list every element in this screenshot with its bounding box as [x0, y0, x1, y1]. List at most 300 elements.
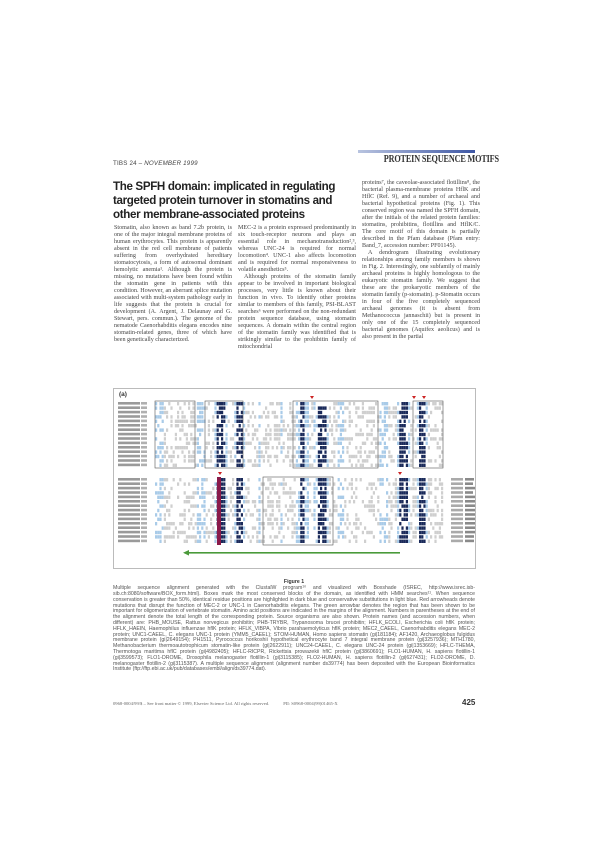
residue-cell — [320, 500, 322, 503]
sequence-name — [118, 496, 140, 499]
residue-cell — [278, 424, 280, 427]
residue-cell — [228, 513, 230, 516]
residue-cell — [417, 478, 419, 481]
residue-cell — [287, 509, 289, 512]
residue-cell — [335, 428, 337, 431]
residue-cell — [221, 504, 223, 507]
residue-cell — [342, 428, 344, 431]
residue-cell — [419, 535, 421, 538]
residue-cell — [298, 496, 300, 499]
residue-cell — [327, 491, 329, 494]
residue-cell — [267, 487, 269, 490]
residue-cell — [390, 522, 392, 525]
residue-cell — [166, 535, 168, 538]
residue-cell — [254, 500, 256, 503]
copyright-line: 0968-0004/99/$ – See front matter © 1999, Elsevier Science Ltd. All rights reserved. — [113, 701, 270, 706]
residue-cell — [421, 522, 423, 525]
residue-cell — [294, 478, 296, 481]
residue-cell — [230, 509, 232, 512]
residue-cell — [322, 437, 324, 440]
residue-cell — [415, 455, 417, 458]
residue-cell — [278, 496, 280, 499]
residue-cell — [395, 424, 397, 427]
residue-cell — [353, 500, 355, 503]
residue-cell — [230, 455, 232, 458]
residue-cell — [181, 415, 183, 418]
residue-cell — [210, 522, 212, 525]
residue-cell — [241, 433, 243, 436]
residue-cell — [382, 522, 384, 525]
residue-cell — [388, 411, 390, 414]
residue-cell — [276, 446, 278, 449]
residue-cell — [170, 406, 172, 409]
protein-length — [451, 487, 463, 490]
residue-cell — [181, 513, 183, 516]
residue-cell — [214, 437, 216, 440]
residue-cell — [258, 526, 260, 529]
sequence-name — [118, 433, 140, 436]
sequence-name — [118, 450, 140, 453]
residue-cell — [362, 442, 364, 445]
residue-cell — [324, 406, 326, 409]
residue-cell — [274, 433, 276, 436]
residue-cell — [168, 496, 170, 499]
residue-cell — [166, 464, 168, 467]
residue-cell — [395, 411, 397, 414]
residue-cell — [379, 518, 381, 521]
residue-cell — [208, 459, 210, 462]
residue-cell — [296, 500, 298, 503]
residue-cell — [236, 450, 238, 453]
residue-cell — [439, 535, 441, 538]
residue-cell — [324, 459, 326, 462]
residue-cell — [269, 464, 271, 467]
residue-cell — [199, 518, 201, 521]
residue-cell — [221, 420, 223, 423]
residue-cell — [221, 424, 223, 427]
residue-cell — [421, 464, 423, 467]
protein-length — [451, 504, 463, 507]
residue-cell — [186, 420, 188, 423]
residue-cell — [258, 424, 260, 427]
residue-cell — [274, 437, 276, 440]
residue-cell — [245, 411, 247, 414]
residue-cell — [421, 415, 423, 418]
sequence-position — [141, 459, 147, 462]
residue-cell — [166, 522, 168, 525]
residue-cell — [223, 459, 225, 462]
residue-cell — [313, 496, 315, 499]
residue-cell — [252, 411, 254, 414]
residue-cell — [291, 509, 293, 512]
residue-cell — [333, 402, 335, 405]
residue-cell — [179, 437, 181, 440]
residue-cell — [309, 509, 311, 512]
residue-cell — [221, 496, 223, 499]
residue-cell — [199, 402, 201, 405]
residue-cell — [415, 428, 417, 431]
residue-cell — [186, 437, 188, 440]
residue-cell — [175, 424, 177, 427]
residue-cell — [254, 415, 256, 418]
residue-cell — [221, 437, 223, 440]
residue-cell — [353, 522, 355, 525]
residue-cell — [401, 487, 403, 490]
residue-cell — [399, 513, 401, 516]
residue-cell — [206, 540, 208, 543]
residue-cell — [197, 513, 199, 516]
residue-cell — [302, 478, 304, 481]
residue-cell — [258, 464, 260, 467]
residue-cell — [305, 500, 307, 503]
residue-cell — [329, 420, 331, 423]
residue-cell — [349, 455, 351, 458]
residue-cell — [203, 522, 205, 525]
residue-cell — [419, 446, 421, 449]
residue-cell — [355, 411, 357, 414]
residue-cell — [404, 420, 406, 423]
residue-cell — [190, 504, 192, 507]
residue-cell — [228, 450, 230, 453]
residue-cell — [289, 437, 291, 440]
residue-cell — [399, 535, 401, 538]
residue-cell — [276, 459, 278, 462]
residue-cell — [421, 496, 423, 499]
residue-cell — [412, 531, 414, 534]
residue-cell — [221, 450, 223, 453]
residue-cell — [351, 487, 353, 490]
residue-cell — [399, 446, 401, 449]
residue-cell — [393, 482, 395, 485]
residue-cell — [406, 406, 408, 409]
residue-cell — [327, 526, 329, 529]
residue-cell — [342, 411, 344, 414]
residue-cell — [415, 415, 417, 418]
residue-cell — [309, 482, 311, 485]
residue-cell — [221, 518, 223, 521]
residue-cell — [276, 415, 278, 418]
residue-cell — [342, 496, 344, 499]
residue-cell — [421, 526, 423, 529]
residue-cell — [338, 450, 340, 453]
residue-cell — [362, 531, 364, 534]
residue-cell — [300, 513, 302, 516]
residue-cell — [217, 433, 219, 436]
residue-cell — [430, 509, 432, 512]
residue-cell — [296, 402, 298, 405]
residue-cell — [439, 478, 441, 481]
residue-cell — [368, 500, 370, 503]
residue-cell — [338, 513, 340, 516]
residue-cell — [302, 459, 304, 462]
residue-cell — [243, 446, 245, 449]
sequence-name — [118, 522, 140, 525]
residue-cell — [168, 402, 170, 405]
residue-cell — [399, 478, 401, 481]
residue-cell — [419, 478, 421, 481]
residue-cell — [201, 411, 203, 414]
residue-cell — [355, 406, 357, 409]
residue-cell — [410, 433, 412, 436]
residue-cell — [318, 424, 320, 427]
residue-cell — [432, 402, 434, 405]
residue-cell — [388, 437, 390, 440]
residue-cell — [210, 504, 212, 507]
residue-cell — [318, 482, 320, 485]
residue-cell — [155, 415, 157, 418]
residue-cell — [401, 455, 403, 458]
residue-cell — [155, 522, 157, 525]
residue-cell — [428, 415, 430, 418]
residue-cell — [192, 402, 194, 405]
residue-cell — [221, 531, 223, 534]
residue-cell — [199, 496, 201, 499]
residue-cell — [426, 402, 428, 405]
residue-cell — [316, 442, 318, 445]
residue-cell — [401, 500, 403, 503]
protein-length — [451, 500, 463, 503]
residue-cell — [415, 513, 417, 516]
sequence-name — [118, 540, 140, 543]
residue-cell — [197, 522, 199, 525]
residue-cell — [252, 464, 254, 467]
residue-cell — [267, 478, 269, 481]
residue-cell — [269, 428, 271, 431]
sequence-position — [141, 491, 147, 494]
residue-cell — [283, 459, 285, 462]
residue-cell — [324, 540, 326, 543]
residue-cell — [421, 509, 423, 512]
residue-cell — [318, 406, 320, 409]
residue-cell — [294, 415, 296, 418]
residue-cell — [283, 522, 285, 525]
residue-cell — [318, 442, 320, 445]
residue-cell — [377, 478, 379, 481]
sequence-position — [141, 526, 147, 529]
residue-cell — [373, 491, 375, 494]
residue-cell — [393, 437, 395, 440]
residue-cell — [344, 437, 346, 440]
residue-cell — [164, 455, 166, 458]
residue-cell — [300, 433, 302, 436]
residue-cell — [217, 424, 219, 427]
residue-cell — [432, 437, 434, 440]
sequence-position — [141, 487, 147, 490]
residue-cell — [368, 531, 370, 534]
residue-cell — [401, 433, 403, 436]
residue-cell — [302, 411, 304, 414]
residue-cell — [159, 496, 161, 499]
residue-cell — [203, 518, 205, 521]
residue-cell — [192, 478, 194, 481]
residue-cell — [320, 464, 322, 467]
residue-cell — [327, 518, 329, 521]
residue-cell — [371, 504, 373, 507]
residue-cell — [201, 402, 203, 405]
residue-cell — [256, 464, 258, 467]
residue-cell — [214, 428, 216, 431]
residue-cell — [214, 455, 216, 458]
residue-cell — [164, 487, 166, 490]
residue-cell — [300, 406, 302, 409]
residue-cell — [399, 509, 401, 512]
residue-cell — [298, 540, 300, 543]
residue-cell — [179, 513, 181, 516]
residue-cell — [267, 522, 269, 525]
sequence-name — [118, 482, 140, 485]
residue-cell — [228, 518, 230, 521]
residue-cell — [283, 535, 285, 538]
residue-cell — [340, 455, 342, 458]
residue-cell — [309, 437, 311, 440]
residue-cell — [320, 513, 322, 516]
residue-cell — [287, 518, 289, 521]
residue-cell — [241, 428, 243, 431]
residue-cell — [223, 526, 225, 529]
residue-cell — [305, 402, 307, 405]
residue-cell — [307, 491, 309, 494]
residue-cell — [188, 482, 190, 485]
residue-cell — [426, 531, 428, 534]
residue-cell — [232, 504, 234, 507]
residue-cell — [404, 402, 406, 405]
residue-cell — [188, 500, 190, 503]
residue-cell — [333, 464, 335, 467]
residue-cell — [399, 455, 401, 458]
residue-cell — [421, 446, 423, 449]
residue-cell — [415, 504, 417, 507]
residue-cell — [181, 420, 183, 423]
residue-cell — [439, 522, 441, 525]
sequence-position — [141, 482, 147, 485]
residue-cell — [342, 446, 344, 449]
residue-cell — [199, 411, 201, 414]
source-organism — [465, 540, 474, 543]
residue-cell — [377, 496, 379, 499]
residue-cell — [267, 518, 269, 521]
residue-cell — [159, 450, 161, 453]
residue-cell — [313, 402, 315, 405]
residue-cell — [322, 424, 324, 427]
residue-cell — [234, 504, 236, 507]
residue-cell — [397, 540, 399, 543]
residue-cell — [307, 509, 309, 512]
residue-cell — [177, 420, 179, 423]
residue-cell — [265, 513, 267, 516]
residue-cell — [320, 509, 322, 512]
residue-cell — [395, 500, 397, 503]
residue-cell — [164, 437, 166, 440]
residue-cell — [302, 415, 304, 418]
sequence-position — [141, 500, 147, 503]
residue-cell — [269, 433, 271, 436]
residue-cell — [375, 518, 377, 521]
residue-cell — [214, 406, 216, 409]
residue-cell — [434, 535, 436, 538]
residue-cell — [243, 442, 245, 445]
residue-cell — [327, 459, 329, 462]
residue-cell — [192, 424, 194, 427]
residue-cell — [300, 504, 302, 507]
residue-cell — [355, 522, 357, 525]
residue-cell — [417, 415, 419, 418]
residue-cell — [344, 428, 346, 431]
residue-cell — [269, 455, 271, 458]
residue-cell — [223, 487, 225, 490]
section-band — [358, 150, 475, 153]
arrowhead-left-icon — [183, 550, 189, 556]
residue-cell — [316, 424, 318, 427]
pii: PII: S0968-0004(99)01465-X — [283, 701, 338, 706]
residue-cell — [214, 535, 216, 538]
residue-cell — [309, 424, 311, 427]
residue-cell — [426, 487, 428, 490]
residue-cell — [278, 433, 280, 436]
residue-cell — [201, 415, 203, 418]
protein-length — [451, 535, 463, 538]
residue-cell — [267, 496, 269, 499]
sequence-name — [118, 415, 140, 418]
residue-cell — [340, 531, 342, 534]
residue-cell — [382, 478, 384, 481]
residue-cell — [300, 540, 302, 543]
residue-cell — [258, 496, 260, 499]
residue-cell — [197, 415, 199, 418]
residue-cell — [225, 455, 227, 458]
residue-cell — [241, 526, 243, 529]
residue-cell — [355, 455, 357, 458]
residue-cell — [217, 450, 219, 453]
residue-cell — [417, 450, 419, 453]
residue-cell — [267, 459, 269, 462]
residue-cell — [349, 411, 351, 414]
residue-cell — [419, 487, 421, 490]
residue-cell — [333, 500, 335, 503]
residue-cell — [234, 415, 236, 418]
residue-cell — [397, 424, 399, 427]
residue-cell — [428, 540, 430, 543]
residue-cell — [184, 459, 186, 462]
residue-cell — [386, 500, 388, 503]
sequence-name — [118, 455, 140, 458]
residue-cell — [170, 522, 172, 525]
residue-cell — [349, 402, 351, 405]
residue-cell — [395, 491, 397, 494]
residue-cell — [212, 504, 214, 507]
residue-cell — [272, 500, 274, 503]
residue-cell — [382, 482, 384, 485]
residue-cell — [294, 531, 296, 534]
residue-cell — [188, 526, 190, 529]
residue-cell — [184, 509, 186, 512]
residue-cell — [261, 500, 263, 503]
residue-cell — [162, 526, 164, 529]
residue-cell — [373, 482, 375, 485]
residue-cell — [230, 540, 232, 543]
residue-cell — [214, 450, 216, 453]
residue-cell — [307, 531, 309, 534]
residue-cell — [388, 496, 390, 499]
residue-cell — [210, 450, 212, 453]
residue-cell — [245, 496, 247, 499]
residue-cell — [393, 406, 395, 409]
residue-cell — [434, 522, 436, 525]
residue-cell — [419, 406, 421, 409]
residue-cell — [223, 504, 225, 507]
residue-cell — [247, 459, 249, 462]
residue-cell — [164, 442, 166, 445]
residue-cell — [397, 500, 399, 503]
